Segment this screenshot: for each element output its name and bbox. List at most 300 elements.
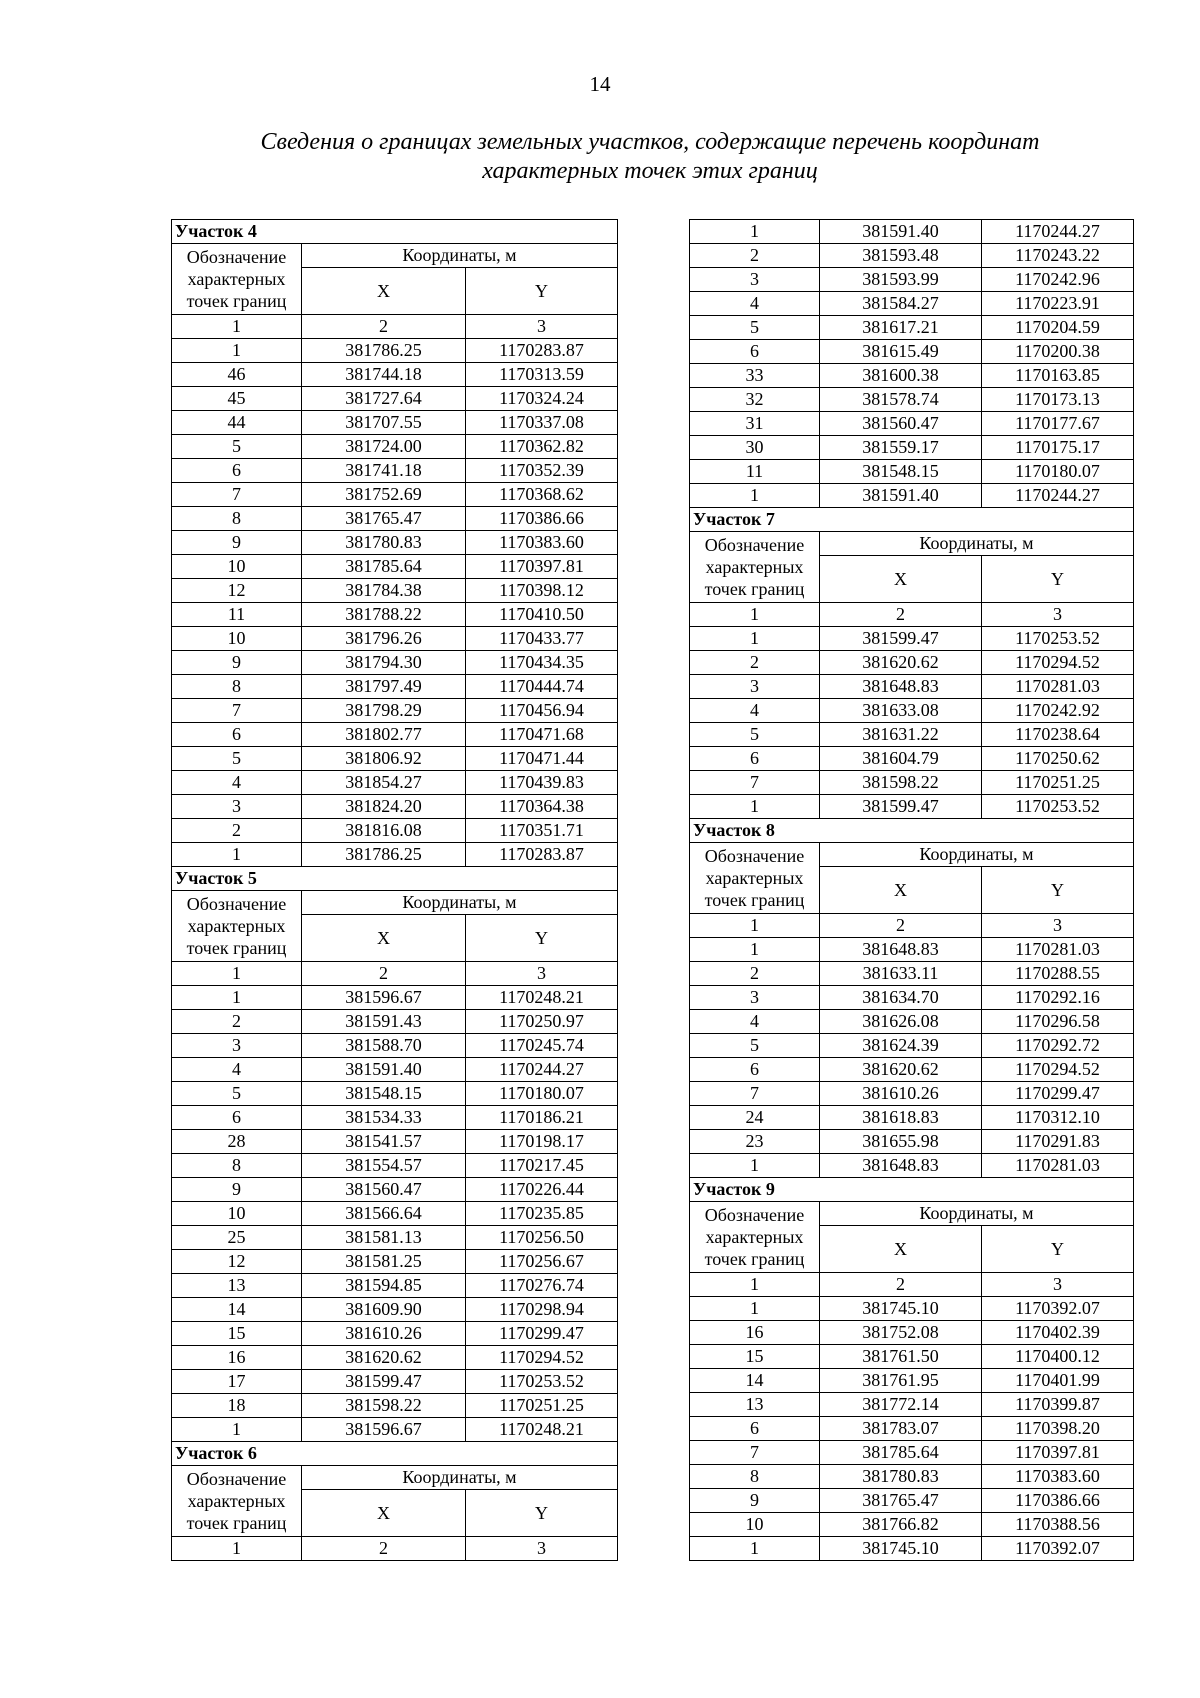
- y-coordinate: 1170368.62: [466, 483, 618, 507]
- point-number: 1: [690, 1537, 820, 1561]
- point-number: 7: [172, 483, 302, 507]
- y-coordinate: 1170281.03: [982, 1154, 1134, 1178]
- x-coordinate: 381765.47: [302, 507, 466, 531]
- y-coordinate: 1170223.91: [982, 292, 1134, 316]
- x-coordinate: 381578.74: [820, 388, 982, 412]
- table-row: [690, 220, 1134, 244]
- y-coordinate: 1170226.44: [466, 1178, 618, 1202]
- table-row: [172, 339, 618, 363]
- column-number: 2: [302, 1537, 466, 1561]
- y-coordinate: 1170253.52: [466, 1370, 618, 1394]
- x-coordinate: 381591.40: [820, 220, 982, 244]
- y-coordinate: 1170456.94: [466, 699, 618, 723]
- title-line-2: характерных точек этих границ: [482, 158, 818, 184]
- x-coordinate: 381744.18: [302, 363, 466, 387]
- point-number: 15: [172, 1322, 302, 1346]
- x-coordinate: 381648.83: [820, 938, 982, 962]
- y-coordinate: 1170296.58: [982, 1010, 1134, 1034]
- table-row: [172, 1298, 618, 1322]
- x-coordinate: 381626.08: [820, 1010, 982, 1034]
- point-number: 13: [172, 1274, 302, 1298]
- x-coordinate: 381566.64: [302, 1202, 466, 1226]
- point-number: 14: [690, 1369, 820, 1393]
- column-number: 2: [302, 962, 466, 986]
- coordinates-header: Координаты, м: [820, 532, 1134, 556]
- table-row: [172, 1322, 618, 1346]
- x-coordinate: 381780.83: [302, 531, 466, 555]
- table-row: [690, 292, 1134, 316]
- y-coordinate: 1170248.21: [466, 1418, 618, 1442]
- table-row: [690, 412, 1134, 436]
- x-coordinate: 381816.08: [302, 819, 466, 843]
- point-number: 9: [690, 1489, 820, 1513]
- y-coordinate: 1170253.52: [982, 627, 1134, 651]
- x-coordinate: 381780.83: [820, 1465, 982, 1489]
- table-row: [690, 1345, 1134, 1369]
- column-number: 3: [466, 315, 618, 339]
- point-number: 45: [172, 387, 302, 411]
- column-number: 1: [172, 962, 302, 986]
- y-coordinate: 1170244.27: [466, 1058, 618, 1082]
- x-coordinate: 381554.57: [302, 1154, 466, 1178]
- page-number: 14: [589, 72, 611, 96]
- column-number: 1: [690, 914, 820, 938]
- table-row: [172, 507, 618, 531]
- table-row: [690, 1034, 1134, 1058]
- y-coordinate: 1170433.77: [466, 627, 618, 651]
- x-coordinate: 381593.99: [820, 268, 982, 292]
- designation-line: точек границ: [186, 291, 287, 311]
- table-row: [172, 411, 618, 435]
- x-coordinate: 381617.21: [820, 316, 982, 340]
- y-coordinate: 1170400.12: [982, 1345, 1134, 1369]
- point-number: 6: [690, 1417, 820, 1441]
- table-row: [690, 1417, 1134, 1441]
- table-row: [690, 795, 1134, 819]
- x-coordinate: 381600.38: [820, 364, 982, 388]
- column-number-row: [690, 603, 1134, 627]
- table-row: [172, 747, 618, 771]
- point-number: 11: [172, 603, 302, 627]
- x-coordinate: 381598.22: [302, 1394, 466, 1418]
- point-number: 5: [690, 316, 820, 340]
- table-row: [690, 723, 1134, 747]
- point-number: 31: [690, 412, 820, 436]
- column-number: 1: [690, 1273, 820, 1297]
- point-number: 18: [172, 1394, 302, 1418]
- x-coordinate: 381648.83: [820, 1154, 982, 1178]
- table-row: [172, 435, 618, 459]
- x-coordinate: 381591.43: [302, 1010, 466, 1034]
- point-number: 44: [172, 411, 302, 435]
- table-row: [690, 1154, 1134, 1178]
- header-row: [172, 1466, 618, 1490]
- point-number: 1: [690, 795, 820, 819]
- table-row: [690, 1058, 1134, 1082]
- table-row: [172, 1418, 618, 1442]
- table-row: [690, 1465, 1134, 1489]
- column-number-row: [690, 914, 1134, 938]
- y-coordinate: 1170243.22: [982, 244, 1134, 268]
- table-row: [172, 579, 618, 603]
- point-number: 6: [172, 1106, 302, 1130]
- x-coordinate: 381548.15: [302, 1082, 466, 1106]
- y-coordinate: 1170299.47: [466, 1322, 618, 1346]
- coordinates-header: Координаты, м: [302, 891, 618, 915]
- x-coordinate: 381596.67: [302, 1418, 466, 1442]
- column-number: 3: [982, 603, 1134, 627]
- x-coordinate: 381599.47: [820, 795, 982, 819]
- table-row: [690, 484, 1134, 508]
- point-number: 9: [172, 1178, 302, 1202]
- table-row: [690, 1321, 1134, 1345]
- y-header: Y: [466, 1490, 618, 1537]
- point-number: 6: [690, 747, 820, 771]
- table-row: [690, 771, 1134, 795]
- point-number: 9: [172, 531, 302, 555]
- table-row: [690, 316, 1134, 340]
- x-coordinate: 381785.64: [302, 555, 466, 579]
- table-row: [172, 1106, 618, 1130]
- section-title: Участок 7: [690, 508, 1134, 532]
- column-number: 3: [982, 1273, 1134, 1297]
- table-row: [690, 436, 1134, 460]
- column-number-row: [690, 1273, 1134, 1297]
- designation-line: характерных: [705, 557, 804, 577]
- y-coordinate: 1170364.38: [466, 795, 618, 819]
- x-coordinate: 381584.27: [820, 292, 982, 316]
- designation-line: точек границ: [186, 938, 287, 958]
- y-coordinate: 1170294.52: [466, 1346, 618, 1370]
- x-coordinate: 381761.50: [820, 1345, 982, 1369]
- point-number: 16: [690, 1321, 820, 1345]
- y-coordinate: 1170410.50: [466, 603, 618, 627]
- x-coordinate: 381610.26: [820, 1082, 982, 1106]
- header-row: [690, 843, 1134, 867]
- point-number: 3: [690, 986, 820, 1010]
- table-row: [690, 1106, 1134, 1130]
- x-coordinate: 381785.64: [820, 1441, 982, 1465]
- table-row: [172, 483, 618, 507]
- point-number: 16: [172, 1346, 302, 1370]
- y-coordinate: 1170245.74: [466, 1034, 618, 1058]
- point-number: 2: [690, 962, 820, 986]
- designation-header: [172, 891, 302, 962]
- x-coordinate: 381534.33: [302, 1106, 466, 1130]
- y-coordinate: 1170398.12: [466, 579, 618, 603]
- point-number: 1: [690, 484, 820, 508]
- point-number: 10: [172, 627, 302, 651]
- x-coordinate: 381610.26: [302, 1322, 466, 1346]
- x-coordinate: 381634.70: [820, 986, 982, 1010]
- x-coordinate: 381599.47: [820, 627, 982, 651]
- point-number: 1: [172, 339, 302, 363]
- designation-line: Обозначение: [704, 846, 805, 866]
- column-number-row: [172, 1537, 618, 1561]
- x-coordinate: 381620.62: [820, 651, 982, 675]
- y-coordinate: 1170397.81: [466, 555, 618, 579]
- point-number: 1: [690, 938, 820, 962]
- y-coordinate: 1170401.99: [982, 1369, 1134, 1393]
- x-coordinate: 381593.48: [820, 244, 982, 268]
- point-number: 1: [172, 986, 302, 1010]
- y-coordinate: 1170253.52: [982, 795, 1134, 819]
- y-coordinate: 1170388.56: [982, 1513, 1134, 1537]
- table-row: [172, 1058, 618, 1082]
- designation-header: [172, 1466, 302, 1537]
- y-coordinate: 1170256.50: [466, 1226, 618, 1250]
- column-number-row: [172, 962, 618, 986]
- point-number: 1: [690, 220, 820, 244]
- table-row: [690, 1082, 1134, 1106]
- x-coordinate: 381745.10: [820, 1297, 982, 1321]
- header-row: [172, 891, 618, 915]
- point-number: 1: [690, 1297, 820, 1321]
- section-row: [172, 1442, 618, 1466]
- section-row: [172, 867, 618, 891]
- y-coordinate: 1170244.27: [982, 220, 1134, 244]
- designation-header: [690, 532, 820, 603]
- x-header: X: [302, 915, 466, 962]
- column-number: 2: [820, 914, 982, 938]
- y-coordinate: 1170298.94: [466, 1298, 618, 1322]
- x-coordinate: 381633.08: [820, 699, 982, 723]
- y-coordinate: 1170281.03: [982, 938, 1134, 962]
- y-coordinate: 1170173.13: [982, 388, 1134, 412]
- table-row: [690, 962, 1134, 986]
- designation-header: [690, 843, 820, 914]
- table-row: [172, 1178, 618, 1202]
- x-coordinate: 381620.62: [820, 1058, 982, 1082]
- x-coordinate: 381796.26: [302, 627, 466, 651]
- table-row: [172, 555, 618, 579]
- point-number: 5: [172, 1082, 302, 1106]
- x-coordinate: 381620.62: [302, 1346, 466, 1370]
- point-number: 10: [172, 1202, 302, 1226]
- designation-line: Обозначение: [186, 247, 287, 267]
- y-coordinate: 1170294.52: [982, 1058, 1134, 1082]
- point-number: 1: [172, 843, 302, 867]
- x-coordinate: 381594.85: [302, 1274, 466, 1298]
- table-row: [172, 1130, 618, 1154]
- table-row: [690, 675, 1134, 699]
- y-coordinate: 1170217.45: [466, 1154, 618, 1178]
- x-coordinate: 381765.47: [820, 1489, 982, 1513]
- x-coordinate: 381752.69: [302, 483, 466, 507]
- designation-line: Обозначение: [186, 1469, 287, 1489]
- y-coordinate: 1170175.17: [982, 436, 1134, 460]
- point-number: 32: [690, 388, 820, 412]
- point-number: 10: [690, 1513, 820, 1537]
- x-coordinate: 381788.22: [302, 603, 466, 627]
- x-header: X: [820, 1226, 982, 1273]
- designation-line: Обозначение: [704, 1205, 805, 1225]
- y-coordinate: 1170386.66: [982, 1489, 1134, 1513]
- table-row: [690, 1489, 1134, 1513]
- point-number: 25: [172, 1226, 302, 1250]
- point-number: 12: [172, 579, 302, 603]
- column-number: 3: [466, 1537, 618, 1561]
- y-coordinate: 1170292.16: [982, 986, 1134, 1010]
- x-coordinate: 381783.07: [820, 1417, 982, 1441]
- y-coordinate: 1170198.17: [466, 1130, 618, 1154]
- y-coordinate: 1170392.07: [982, 1537, 1134, 1561]
- y-coordinate: 1170281.03: [982, 675, 1134, 699]
- table-row: [172, 627, 618, 651]
- y-coordinate: 1170163.85: [982, 364, 1134, 388]
- x-coordinate: 381591.40: [302, 1058, 466, 1082]
- y-coordinate: 1170434.35: [466, 651, 618, 675]
- point-number: 3: [172, 1034, 302, 1058]
- y-coordinate: 1170204.59: [982, 316, 1134, 340]
- column-number: 1: [172, 315, 302, 339]
- x-coordinate: 381797.49: [302, 675, 466, 699]
- y-coordinate: 1170276.74: [466, 1274, 618, 1298]
- header-row: [690, 1202, 1134, 1226]
- point-number: 6: [690, 1058, 820, 1082]
- designation-line: Обозначение: [186, 894, 287, 914]
- point-number: 28: [172, 1130, 302, 1154]
- y-coordinate: 1170244.27: [982, 484, 1134, 508]
- designation-line: точек границ: [186, 1513, 287, 1533]
- x-header: X: [302, 268, 466, 315]
- table-row: [172, 363, 618, 387]
- x-coordinate: 381618.83: [820, 1106, 982, 1130]
- y-coordinate: 1170180.07: [982, 460, 1134, 484]
- point-number: 4: [172, 1058, 302, 1082]
- point-number: 4: [690, 699, 820, 723]
- designation-line: Обозначение: [704, 535, 805, 555]
- point-number: 17: [172, 1370, 302, 1394]
- designation-line: точек границ: [704, 1249, 805, 1269]
- y-header: Y: [982, 556, 1134, 603]
- x-coordinate: 381761.95: [820, 1369, 982, 1393]
- table-row: [690, 627, 1134, 651]
- y-coordinate: 1170186.21: [466, 1106, 618, 1130]
- point-number: 15: [690, 1345, 820, 1369]
- table-row: [172, 531, 618, 555]
- y-coordinate: 1170312.10: [982, 1106, 1134, 1130]
- x-coordinate: 381824.20: [302, 795, 466, 819]
- point-number: 8: [690, 1465, 820, 1489]
- point-number: 4: [690, 292, 820, 316]
- y-coordinate: 1170177.67: [982, 412, 1134, 436]
- section-title: Участок 5: [172, 867, 618, 891]
- point-number: 23: [690, 1130, 820, 1154]
- table-row: [172, 1346, 618, 1370]
- point-number: 46: [172, 363, 302, 387]
- table-row: [690, 1010, 1134, 1034]
- y-coordinate: 1170362.82: [466, 435, 618, 459]
- point-number: 5: [690, 723, 820, 747]
- table-row: [690, 986, 1134, 1010]
- point-number: 2: [172, 1010, 302, 1034]
- y-coordinate: 1170283.87: [466, 339, 618, 363]
- table-row: [172, 723, 618, 747]
- coordinates-header: Координаты, м: [820, 843, 1134, 867]
- table-row: [690, 1513, 1134, 1537]
- x-coordinate: 381724.00: [302, 435, 466, 459]
- y-coordinate: 1170402.39: [982, 1321, 1134, 1345]
- point-number: 4: [690, 1010, 820, 1034]
- point-number: 8: [172, 1154, 302, 1178]
- table-row: [172, 795, 618, 819]
- x-coordinate: 381707.55: [302, 411, 466, 435]
- point-number: 7: [690, 771, 820, 795]
- coordinates-header: Координаты, м: [820, 1202, 1134, 1226]
- x-header: X: [302, 1490, 466, 1537]
- y-coordinate: 1170352.39: [466, 459, 618, 483]
- y-coordinate: 1170471.68: [466, 723, 618, 747]
- y-coordinate: 1170444.74: [466, 675, 618, 699]
- y-coordinate: 1170251.25: [466, 1394, 618, 1418]
- section-title: Участок 6: [172, 1442, 618, 1466]
- y-coordinate: 1170292.72: [982, 1034, 1134, 1058]
- point-number: 4: [172, 771, 302, 795]
- x-coordinate: 381560.47: [820, 412, 982, 436]
- y-coordinate: 1170392.07: [982, 1297, 1134, 1321]
- designation-header: [172, 244, 302, 315]
- point-number: 6: [172, 459, 302, 483]
- table-row: [172, 819, 618, 843]
- y-coordinate: 1170471.44: [466, 747, 618, 771]
- point-number: 6: [690, 340, 820, 364]
- point-number: 8: [172, 675, 302, 699]
- point-number: 12: [172, 1250, 302, 1274]
- table-row: [172, 675, 618, 699]
- table-row: [690, 1537, 1134, 1561]
- table-row: [690, 1297, 1134, 1321]
- y-coordinate: 1170256.67: [466, 1250, 618, 1274]
- designation-line: характерных: [705, 1227, 804, 1247]
- header-row: [690, 532, 1134, 556]
- x-coordinate: 381598.22: [820, 771, 982, 795]
- x-coordinate: 381772.14: [820, 1393, 982, 1417]
- point-number: 8: [172, 507, 302, 531]
- section-title: Участок 9: [690, 1178, 1134, 1202]
- page-title: [200, 128, 1100, 186]
- column-number-row: [172, 315, 618, 339]
- x-coordinate: 381806.92: [302, 747, 466, 771]
- table-row: [172, 699, 618, 723]
- coordinates-header: Координаты, м: [302, 1466, 618, 1490]
- designation-line: характерных: [705, 868, 804, 888]
- x-coordinate: 381854.27: [302, 771, 466, 795]
- point-number: 2: [690, 651, 820, 675]
- column-number: 3: [466, 962, 618, 986]
- table-row: [172, 459, 618, 483]
- x-coordinate: 381581.13: [302, 1226, 466, 1250]
- y-header: Y: [466, 268, 618, 315]
- column-number: 1: [690, 603, 820, 627]
- y-header: Y: [466, 915, 618, 962]
- section-row: [690, 819, 1134, 843]
- table-row: [172, 986, 618, 1010]
- table-row: [690, 244, 1134, 268]
- table-row: [172, 603, 618, 627]
- table-row: [690, 699, 1134, 723]
- y-coordinate: 1170235.85: [466, 1202, 618, 1226]
- x-coordinate: 381766.82: [820, 1513, 982, 1537]
- left-coordinates-table: [171, 219, 618, 1561]
- table-row: [172, 1274, 618, 1298]
- table-row: [690, 1130, 1134, 1154]
- x-coordinate: 381752.08: [820, 1321, 982, 1345]
- point-number: 3: [690, 268, 820, 292]
- x-coordinate: 381559.17: [820, 436, 982, 460]
- point-number: 33: [690, 364, 820, 388]
- x-coordinate: 381631.22: [820, 723, 982, 747]
